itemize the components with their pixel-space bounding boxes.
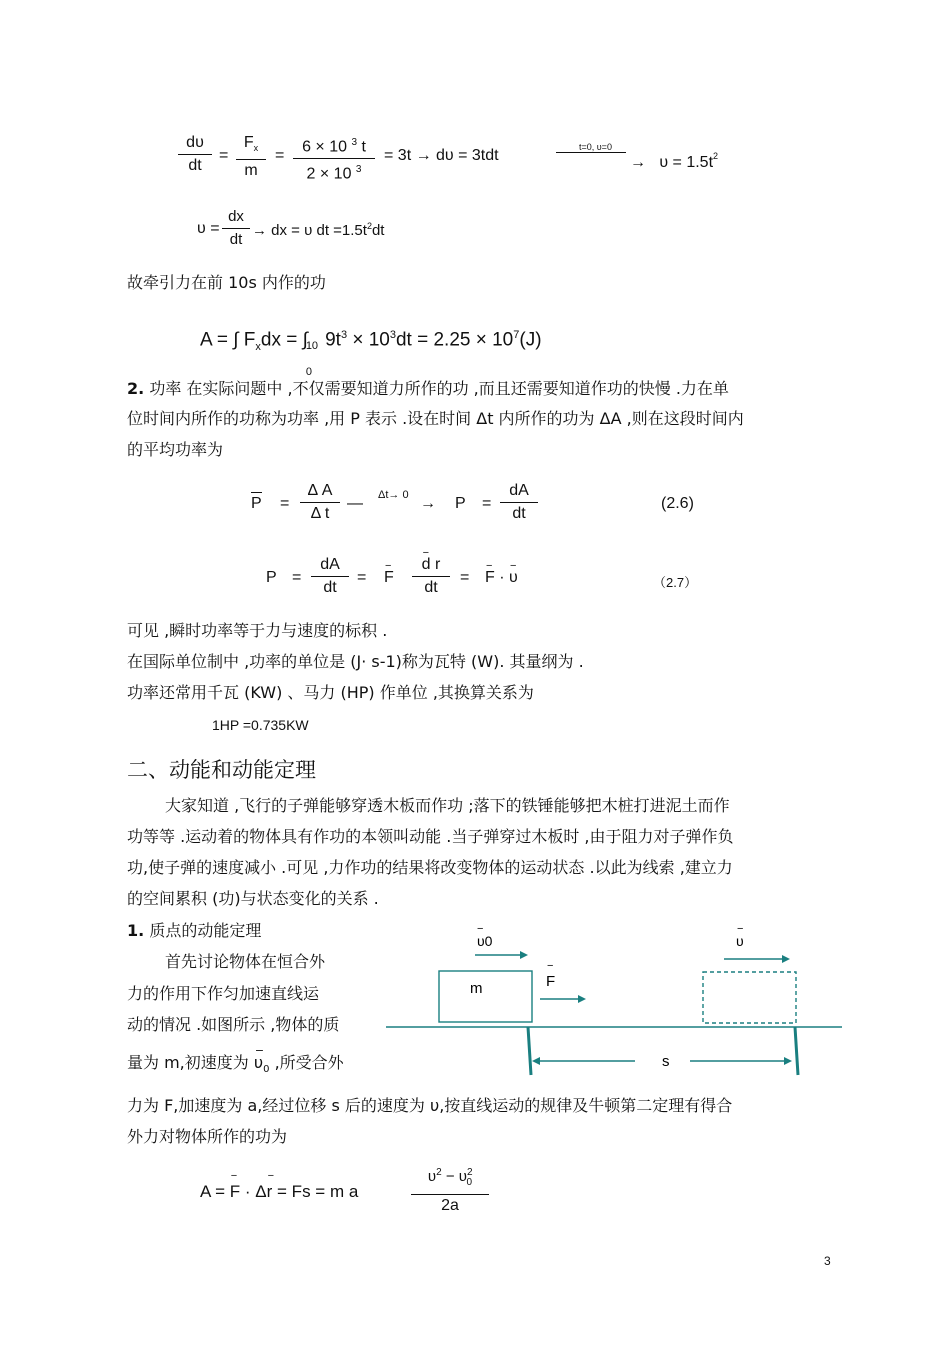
denominator: m <box>244 162 258 180</box>
equals: = <box>292 569 302 586</box>
label-v0: υ0 <box>477 933 493 949</box>
p-bar: P <box>251 496 262 512</box>
denominator: dt <box>229 231 243 248</box>
power-para-line1 <box>127 381 729 397</box>
force-vector: − F <box>384 570 394 586</box>
para-full-2: 外力对物体所作的功为 <box>127 1127 288 1146</box>
force-arrow <box>540 995 586 1003</box>
equals: = <box>460 569 470 586</box>
text-power-1: 可见 ,瞬时功率等于力与速度的标积 . <box>127 621 388 640</box>
denominator: Δ t <box>310 505 330 522</box>
limit-condition: Δt→ 0 <box>378 489 409 501</box>
arrow-line <box>556 152 626 153</box>
force-vector-2: − F · − υ <box>485 570 518 586</box>
fraction-dA-dt <box>300 482 340 523</box>
p: P <box>455 495 466 512</box>
section-label: 2. <box>127 379 145 398</box>
v-equals: υ = <box>197 220 220 237</box>
numerator: 6 × 10 $^3$ t <box>302 137 366 156</box>
para-left-4: 量为 m,初速度为 − $\upsilon_0$ ,所受合外 <box>127 1055 344 1078</box>
line1: 功率 在实际问题中 ,不仅需要知道力所作的功 ,而且还需要知道作功的快慢 .力在单 <box>149 379 729 398</box>
para-ke-4: 的空间累积 (功)与状态变化的关系 . <box>127 889 379 908</box>
sub-title: 质点的动能定理 <box>149 921 262 940</box>
label-F: F <box>546 973 556 990</box>
start-marker <box>528 1027 531 1075</box>
v0-bar: − <box>477 923 484 935</box>
initial-velocity-arrow <box>475 951 528 959</box>
denominator: dt <box>188 157 202 174</box>
numerator: dυ <box>186 134 204 151</box>
label-m: m <box>470 980 483 997</box>
denominator: dt <box>424 579 438 596</box>
displacement-arrow-left <box>532 1057 635 1065</box>
final-block <box>703 972 796 1023</box>
work-equation-left: A = − F · Δ− r = Fs = m a <box>200 1182 358 1202</box>
end-marker <box>795 1027 798 1075</box>
numerator: dx <box>228 208 244 225</box>
numerator: dA <box>509 482 529 499</box>
para-left-3: 动的情况 .如图所示 ,物体的质 <box>127 1015 340 1034</box>
para-left-2: 力的作用下作匀加速直线运 <box>127 984 320 1003</box>
label-v: υ <box>736 933 744 949</box>
arrow-condition: t=0, υ=0 <box>579 142 612 152</box>
dash: — <box>347 495 363 512</box>
section-heading: 二、动能和动能定理 <box>127 758 316 782</box>
numerator: dA <box>320 556 340 573</box>
subheading-1 <box>127 923 261 939</box>
equals: = <box>482 495 492 512</box>
fraction-fx-m <box>236 134 266 180</box>
arrow: → <box>420 495 436 512</box>
para-ke-1: 大家知道 ,飞行的子弹能够穿透木板而作功 ;落下的铁锤能够把木桩打进泥土而作 <box>165 796 730 815</box>
eq2-rest: → dx = υ dt $=1.5t^2dt$ <box>252 221 385 239</box>
page-number: 3 <box>824 1254 831 1268</box>
F-bar: − <box>547 960 554 972</box>
para-ke-2: 功等等 .运动着的物体具有作功的本领叫动能 .当子弹穿过木板时 ,由于阻力对子弹作负 <box>127 827 734 846</box>
equals: = <box>280 495 290 512</box>
equation-3: A = ∫ $F_xdx$ = ∫ 10 0 $9t^3 \times 10^3dt = 2.25 \times 10^7(J)$ <box>200 329 542 379</box>
fraction-dA-dt-2 <box>500 482 538 523</box>
fraction-dr-dt <box>412 556 450 597</box>
para-ke-3: 功,使子弹的速度减小 .可见 ,力作功的结果将改变物体的运动状态 .以此为线索 ,建立力 <box>127 858 733 877</box>
fraction-numeric <box>293 134 375 184</box>
equation-number: （2.7） <box>653 575 698 590</box>
text-work-10s: 故牵引力在前 10s 内作的功 <box>127 273 326 292</box>
para-left-1: 首先讨论物体在恒合外 <box>165 952 326 971</box>
denominator: 2a <box>441 1197 459 1214</box>
numerator: − d r <box>412 556 450 574</box>
eq1-rest1: = 3t → dυ = 3tdt <box>384 147 499 164</box>
numerator: $F_x$ <box>243 134 259 154</box>
motion-diagram <box>380 920 850 1085</box>
mass-block <box>439 971 532 1022</box>
numerator: Δ A <box>307 482 333 499</box>
p: P <box>266 569 277 586</box>
equals: = <box>357 569 367 586</box>
final-velocity-arrow <box>724 955 790 963</box>
fraction-dA-dt <box>311 556 349 597</box>
equation-number: (2.6) <box>661 495 694 512</box>
equals: = <box>219 147 229 164</box>
text-power-2: 在国际单位制中 ,功率的单位是 (J· s-1)称为瓦特 (W). 其量纲为 . <box>127 652 584 671</box>
para-full-1: 力为 F,加速度为 a,经过位移 s 后的速度为 υ,按直线运动的规律及牛顿第二定理有得合 <box>127 1096 733 1115</box>
sub-label: 1. <box>127 921 145 940</box>
denominator: 2 × 10 $^3$ <box>306 164 362 183</box>
power-para-line3: 的平均功率为 <box>127 440 224 459</box>
numerator: $\upsilon^2 - \upsilon^2_0$ <box>427 1167 473 1188</box>
text-power-3: 功率还常用千瓦 (KW) 、马力 (HP) 作单位 ,其换算关系为 <box>127 683 534 702</box>
fraction-dx-dt <box>222 208 250 249</box>
v-bar: − <box>737 923 744 935</box>
denominator: dt <box>323 579 337 596</box>
eq1-rest2: → $\upsilon = 1.5t^2$ <box>630 151 719 171</box>
power-para-line2: 位时间内所作的功称为功率 ,用 P 表示 .设在时间 Δt 内所作的功为 ΔA ,则在这段时间内 <box>127 409 744 428</box>
fraction-velocity <box>411 1164 489 1215</box>
displacement-arrow-right <box>690 1057 792 1065</box>
fraction-dv-dt <box>178 134 212 175</box>
label-s: s <box>662 1053 670 1070</box>
denominator: dt <box>512 505 526 522</box>
text-power-4: 1HP =0.735KW <box>212 717 309 733</box>
equals: = <box>275 147 285 164</box>
